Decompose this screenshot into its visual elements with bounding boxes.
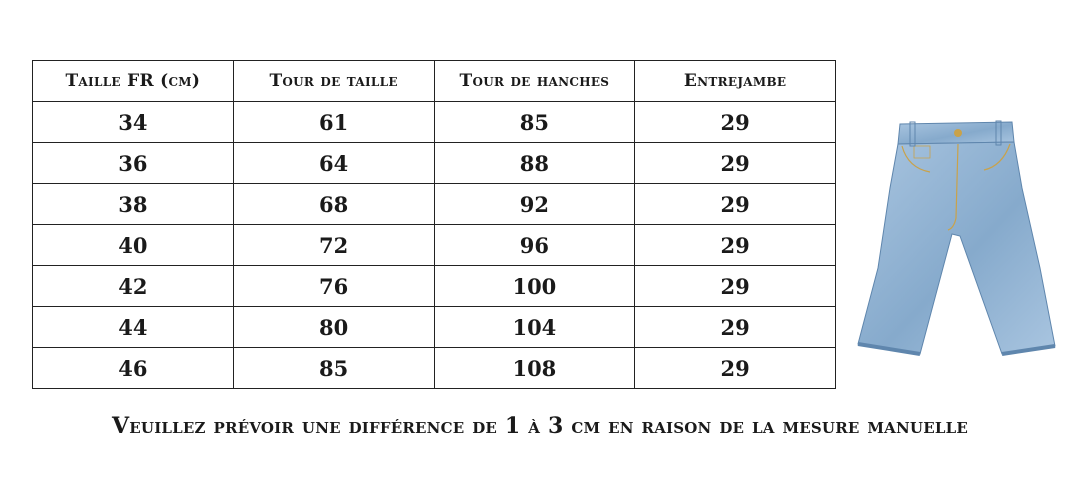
cell-waist: 61 xyxy=(233,102,434,143)
cell-waist: 64 xyxy=(233,143,434,184)
cell-waist: 76 xyxy=(233,266,434,307)
cell-inseam: 29 xyxy=(635,348,836,389)
header-entrejambe: Entrejambe xyxy=(635,61,836,102)
denim-shorts-image xyxy=(850,118,1065,368)
table-row xyxy=(33,143,836,184)
shorts-body-shape xyxy=(858,142,1055,354)
cell-inseam: 29 xyxy=(635,102,836,143)
cell-hips: 85 xyxy=(434,102,635,143)
header-tour-de-hanches: Tour de hanches xyxy=(434,61,635,102)
cell-inseam: 29 xyxy=(635,143,836,184)
table-row xyxy=(33,266,836,307)
size-chart-table xyxy=(32,60,836,389)
cell-hips: 96 xyxy=(434,225,635,266)
button-shape xyxy=(954,129,962,137)
cell-hips: 92 xyxy=(434,184,635,225)
cell-size: 44 xyxy=(33,307,234,348)
cell-size: 40 xyxy=(33,225,234,266)
table-row xyxy=(33,184,836,225)
cell-size: 36 xyxy=(33,143,234,184)
cell-hips: 108 xyxy=(434,348,635,389)
cell-hips: 104 xyxy=(434,307,635,348)
cell-size: 34 xyxy=(33,102,234,143)
table-row xyxy=(33,225,836,266)
cell-size: 46 xyxy=(33,348,234,389)
header-taille-fr: Taille FR (cm) xyxy=(33,61,234,102)
cell-inseam: 29 xyxy=(635,225,836,266)
table-header-row xyxy=(33,61,836,102)
table-row xyxy=(33,307,836,348)
cell-inseam: 29 xyxy=(635,184,836,225)
cell-inseam: 29 xyxy=(635,307,836,348)
cell-hips: 88 xyxy=(434,143,635,184)
cell-waist: 68 xyxy=(233,184,434,225)
cell-hips: 100 xyxy=(434,266,635,307)
table-row xyxy=(33,348,836,389)
cell-waist: 85 xyxy=(233,348,434,389)
cell-size: 38 xyxy=(33,184,234,225)
cell-size: 42 xyxy=(33,266,234,307)
cell-inseam: 29 xyxy=(635,266,836,307)
cell-waist: 72 xyxy=(233,225,434,266)
cell-waist: 80 xyxy=(233,307,434,348)
table-row xyxy=(33,102,836,143)
measurement-note: Veuillez prévoir une différence de 1 à 3 cm en raison de la mesure manuelle xyxy=(112,413,968,439)
header-tour-de-taille: Tour de taille xyxy=(233,61,434,102)
